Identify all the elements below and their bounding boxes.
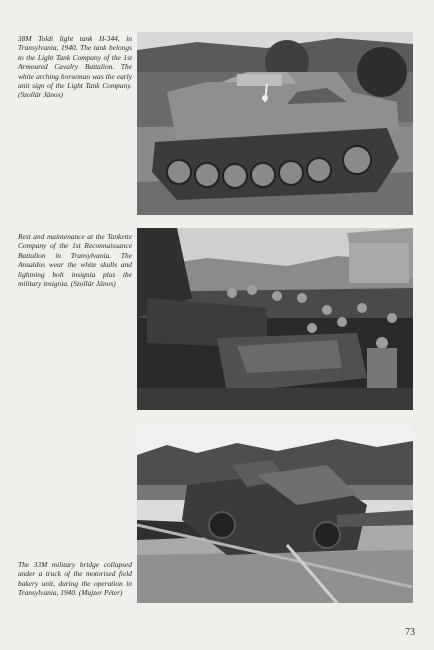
collapsed-bridge-photo — [137, 425, 413, 603]
photo-caption-tank: 38M Toldi light tank H-344, in Transylvania, 1940. The tank belongs to the Light Tank Company of the 1st Armoured Cavalry Battalion. The white arching horseman was the early unit sign of the Light Tank Company. (Szollár János) — [18, 34, 132, 100]
photo-caption-bridge: The 33M military bridge collapsed under a truck of the motorised field bakery unit, during the operation in Transylvania, 1940. (Mujzer Péter) — [18, 560, 132, 598]
tankette-company-photo — [137, 228, 413, 410]
page-number: 73 — [405, 627, 415, 638]
photo-caption-tankettes: Rest and maintenance at the Tankette Company of the 1st Reconnaissance Battalion in Transylvania. The Ansaldos wear the white skulls and lightning bolt insignia plus the military insignia. (Szollár János) — [18, 232, 132, 289]
tank-photo — [137, 32, 413, 215]
